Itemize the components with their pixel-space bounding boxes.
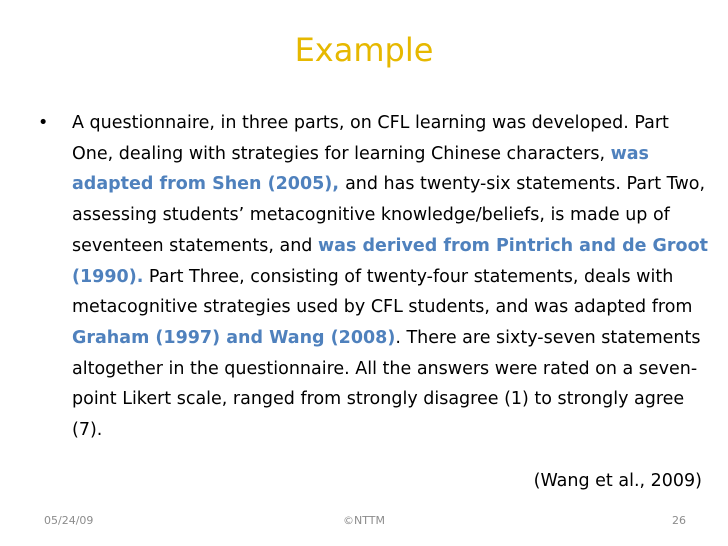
text-segment: and has twenty-six statements. Part Two, assessing students’ metacognitive knowledge/beliefs, is made up of seventeen statements, and xyxy=(72,174,706,256)
slide-title: Example xyxy=(294,31,434,69)
text-segment: . There are sixty-seven statements altogether in the questionnaire. All the answers were rated on a seven-point Likert scale, ranged from strongly disagree (1) to strongly agree (7). xyxy=(72,327,701,441)
citation: (Wang et al., 2009) xyxy=(533,471,702,491)
text-segment: , xyxy=(332,174,346,195)
footer-center: ©NTTM xyxy=(343,514,385,527)
bullet-paragraph xyxy=(38,108,710,446)
highlighted-reference: Graham (1997) and Wang (2008) xyxy=(72,327,396,348)
text-segment: A questionnaire, in three parts, on CFL learning was developed. Part One, dealing with strategies for learning Chinese characters, xyxy=(72,113,669,164)
footer-page-number: 26 xyxy=(672,514,686,527)
text-segment: Part Three, consisting of twenty-four statements, deals with metacognitive strategies used by CFL students, and was adapted from xyxy=(72,266,693,318)
highlighted-reference: was derived from Pintrich and de Groot (1990). xyxy=(72,235,708,287)
highlighted-reference: was adapted from Shen (2005) xyxy=(72,143,649,195)
bullet-text xyxy=(72,108,710,446)
bullet-marker: • xyxy=(38,113,49,133)
footer-date: 05/24/09 xyxy=(44,514,94,527)
